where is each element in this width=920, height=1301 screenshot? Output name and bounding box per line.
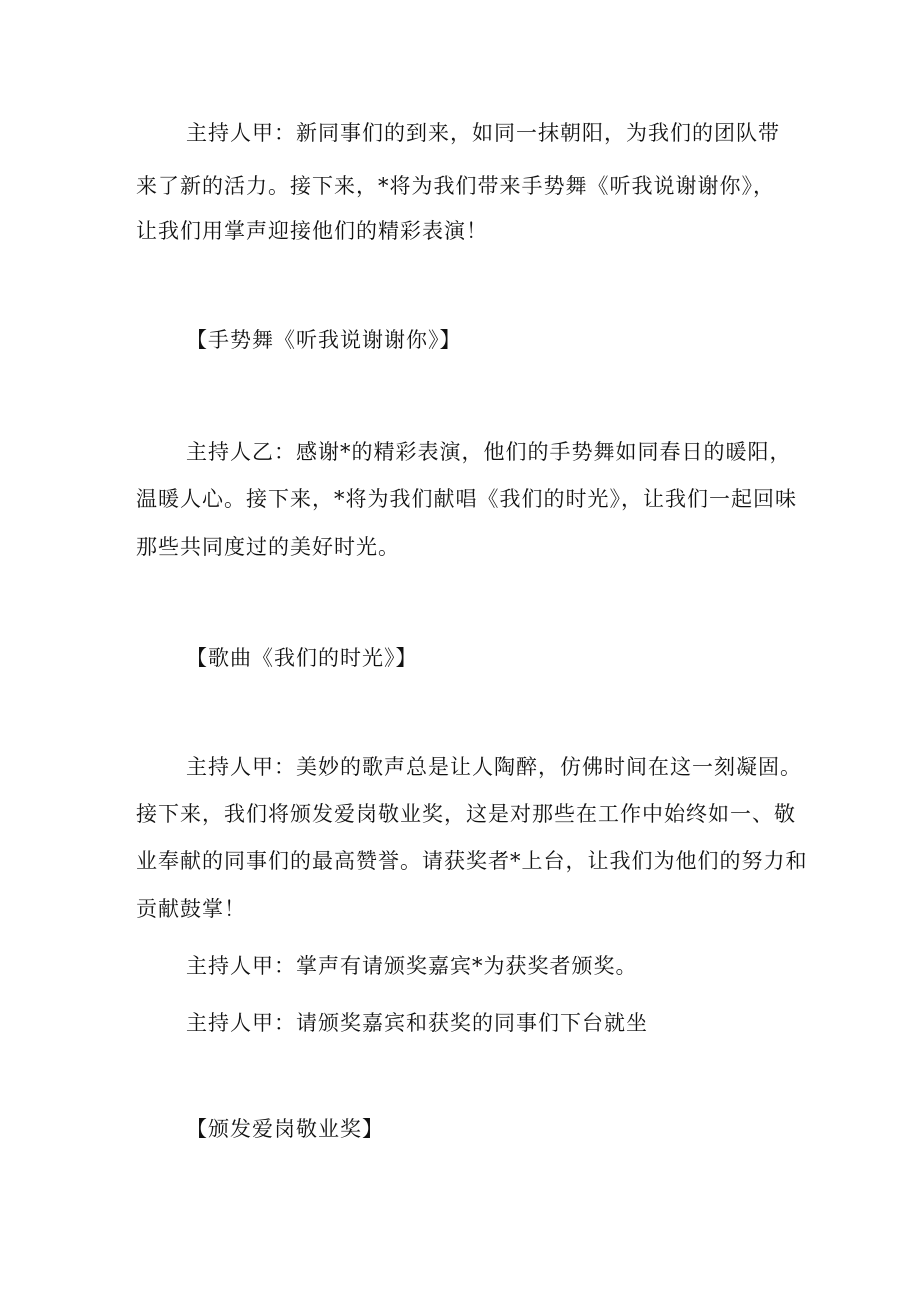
paragraph-3-line-4: 贡献鼓掌！: [136, 897, 246, 921]
paragraph-4: 主持人甲：掌声有请颁奖嘉宾*为获奖者颁奖。: [186, 954, 638, 978]
heading-hand-dance: 【手势舞《听我说谢谢你》】: [186, 328, 462, 352]
paragraph-1-line-1: 主持人甲：新同事们的到来，如同一抹朝阳，为我们的团队带: [186, 121, 780, 145]
paragraph-3-line-1: 主持人甲：美妙的歌声总是让人陶醉，仿佛时间在这一刻凝固。: [186, 755, 802, 779]
paragraph-3-line-3: 业奉献的同事们的最高赞誉。请获奖者*上台，让我们为他们的努力和: [136, 849, 808, 873]
paragraph-1-line-2: 来了新的活力。接下来，*将为我们带来手势舞《听我说谢谢你》，: [136, 174, 775, 198]
paragraph-2-line-2: 温暖人心。接下来，*将为我们献唱《我们的时光》，让我们一起回味: [136, 487, 797, 511]
paragraph-2-line-3: 那些共同度过的美好时光。: [136, 535, 400, 559]
paragraph-5: 主持人甲：请颁奖嘉宾和获奖的同事们下台就坐: [186, 1011, 648, 1035]
paragraph-2-line-1: 主持人乙：感谢*的精彩表演，他们的手势舞如同春日的暖阳，: [186, 440, 792, 464]
paragraph-1-line-3: 让我们用掌声迎接他们的精彩表演！: [136, 219, 488, 243]
heading-song: 【歌曲《我们的时光》】: [186, 646, 418, 670]
paragraph-3-line-2: 接下来，我们将颁发爱岗敬业奖，这是对那些在工作中始终如一、敬: [136, 802, 796, 826]
heading-award: 【颁发爱岗敬业奖】: [186, 1117, 384, 1141]
